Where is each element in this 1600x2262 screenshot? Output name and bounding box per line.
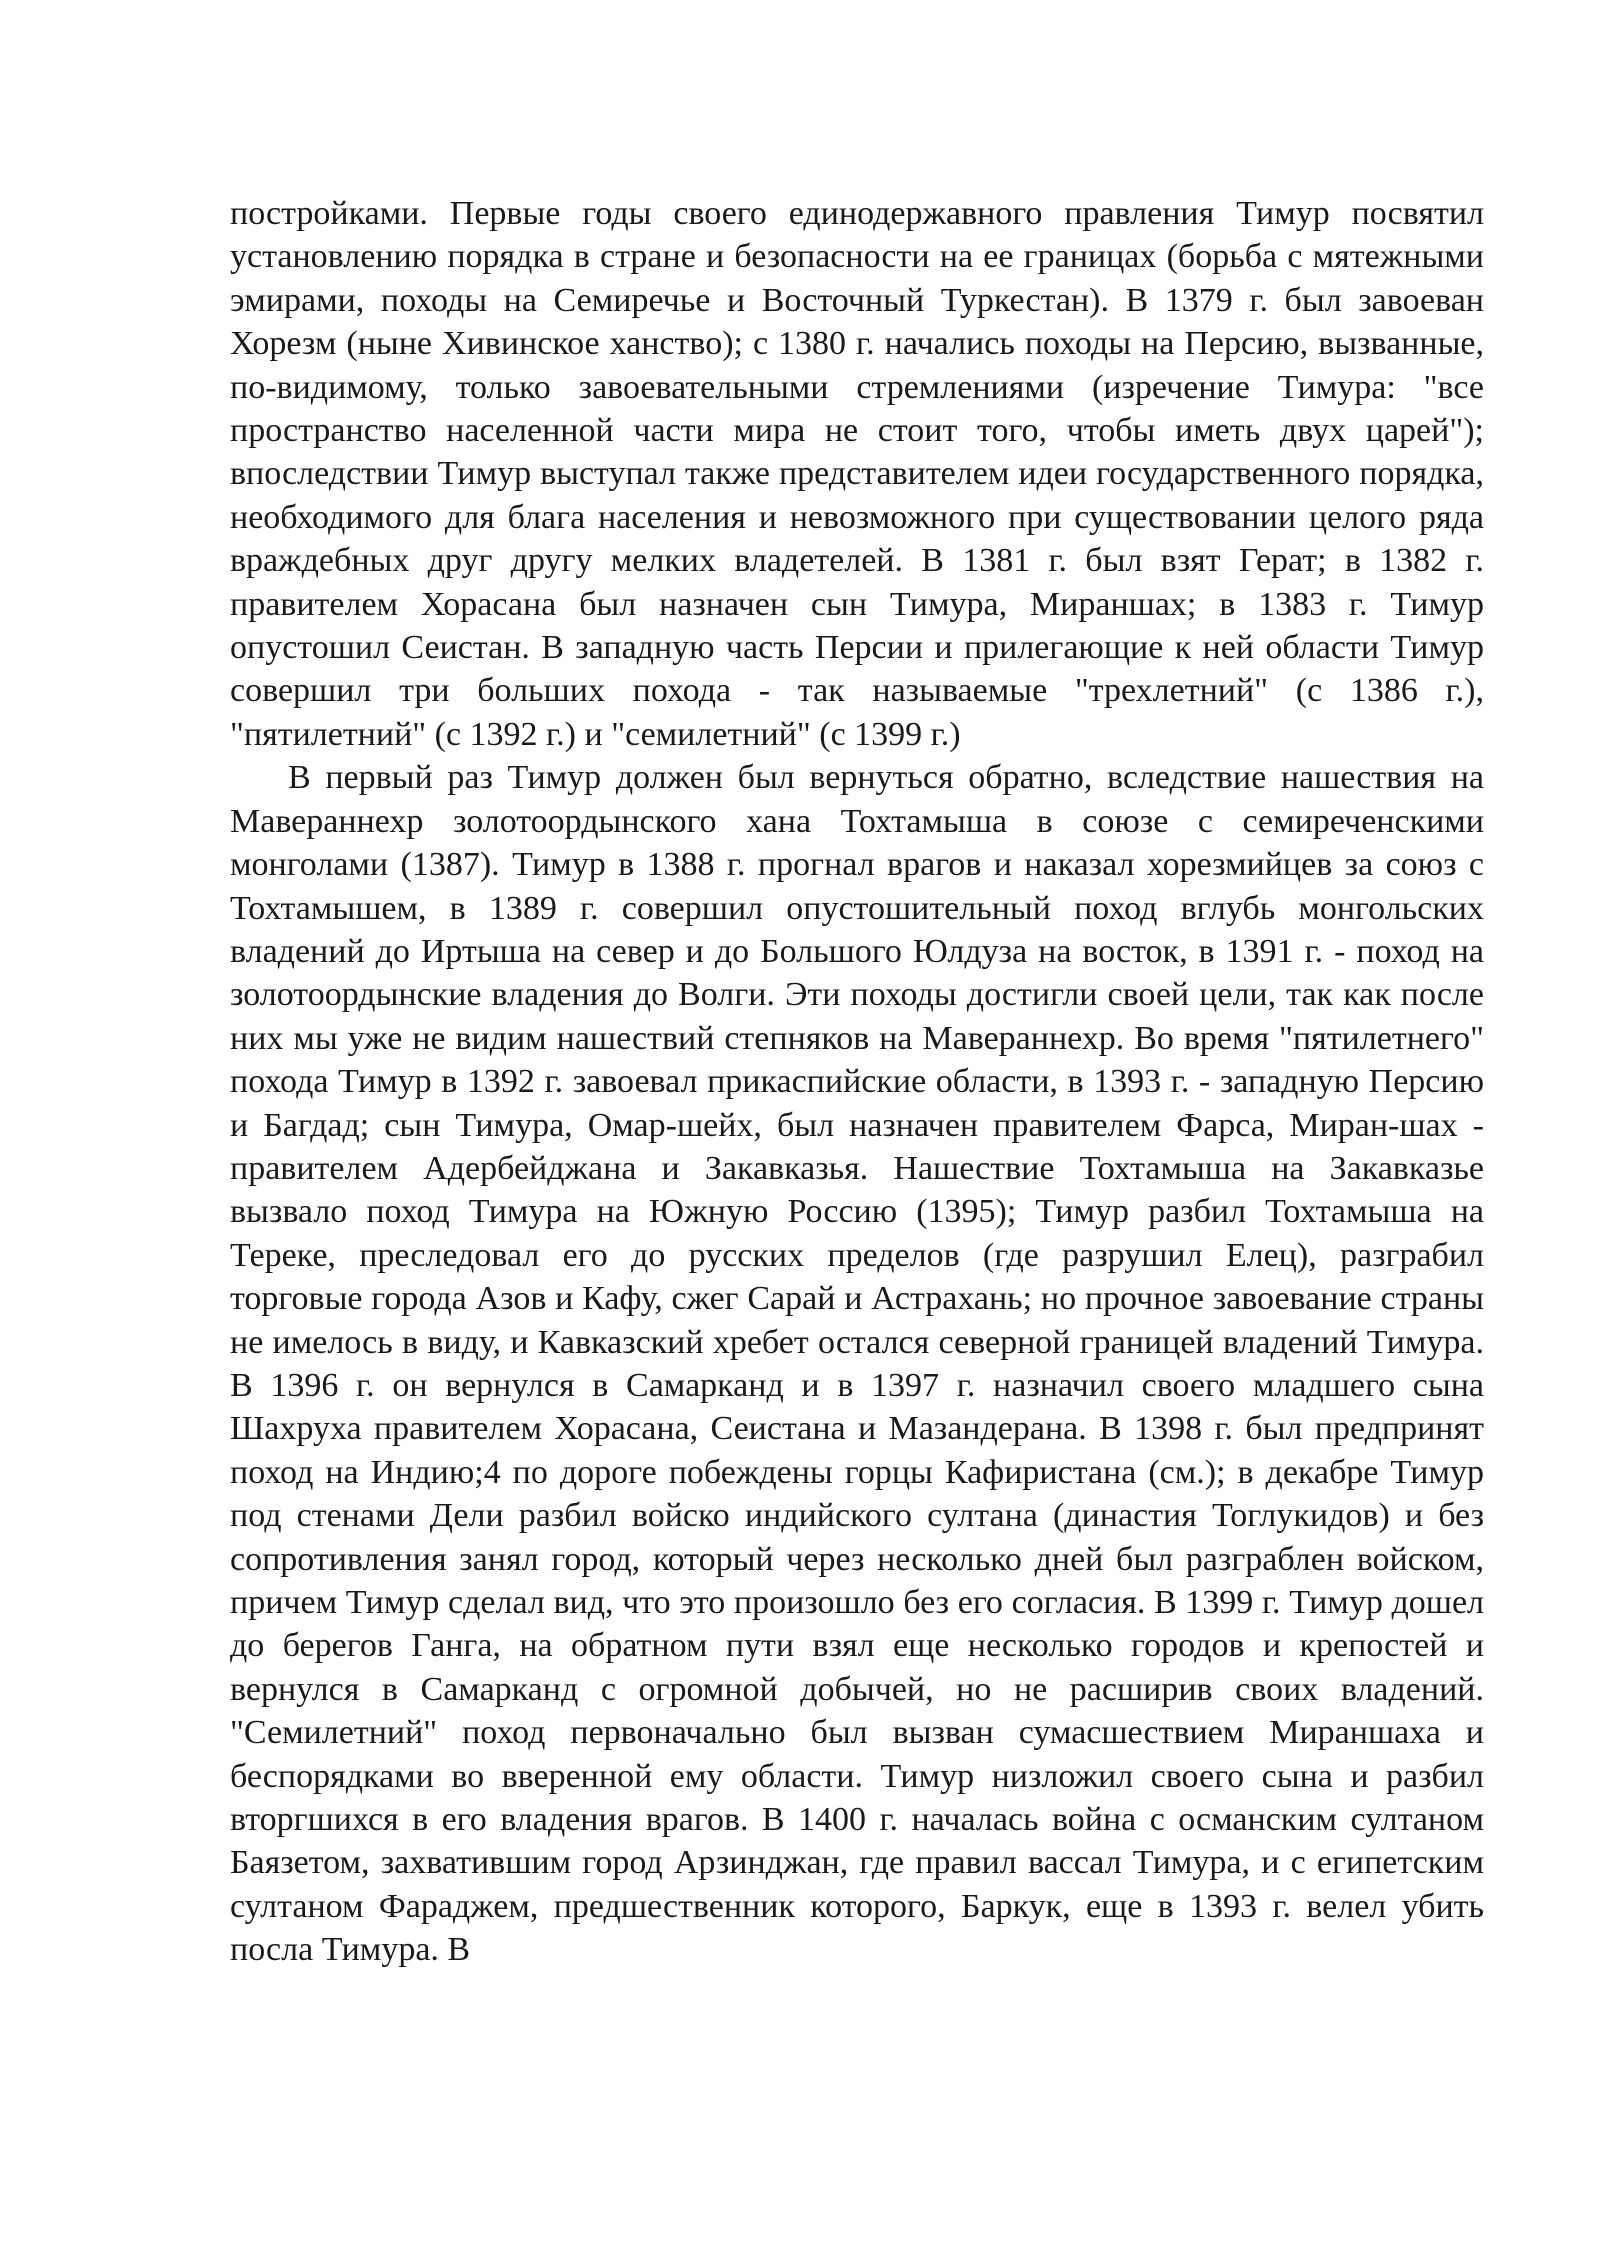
paragraph: В первый раз Тимур должен был вернуться обратно, вследствие нашествия на Мавераннехр золотоордынского хана Тохтамыша в союзе с семиреченскими монголами (1387). Тимур в 1388 г. прогнал врагов и наказал хорезмийцев за союз с Тохтамышем, в 1389 г. совершил опустошительный поход вглубь монгольских владений до Иртыша на север и до Большого Юлдуза на восток, в 1391 г. - поход на золотоордынские владения до Волги. Эти походы достигли своей цели, так как после них мы уже не видим нашествий степняков на Мавераннехр. Во время "пятилетнего" похода Тимур в 1392 г. завоевал прикаспийские области, в 1393 г. - западную Персию и Багдад; сын Тимура, Омар-шейх, был назначен правителем Фарса, Миран-шах - правителем Адербейджана и Закавказья. Нашествие Тохтамыша на Закавказье вызвало поход Тимура на Южную Россию (1395); Тимур разбил Тохтамыша на Тереке, преследовал его до русских пределов (где разрушил Елец), разграбил торговые города Азов и Кафу, сжег Сарай и Астрахань; но прочное завоевание страны не имелось в виду, и Кавказский хребет остался северной границей владений Тимура. В 1396 г. он вернулся в Самарканд и в 1397 г. назначил своего младшего сына Шахруха правителем Хорасана, Сеистана и Мазандерана. В 1398 г. был предпринят поход на Индию;4 по дороге побеждены горцы Кафиристана (см.); в декабре Тимур под стенами Дели разбил войско индийского султана (династия Тоглукидов) и без сопротивления занял город, который через несколько дней был разграблен войском, причем Тимур сделал вид, что это произошло без его согласия. В 1399 г. Тимур дошел до берегов Ганга, на обратном пути взял еще несколько городов и крепостей и вернулся в Самарканд с огромной добычей, но не расширив своих владений. "Семилетний" поход первоначально был вызван сумасшествием Мираншаха и беспорядками во вверенной ему области. Тимур низложил своего сына и разбил вторгшихся в его владения врагов. В 1400 г. началась война с османским султаном Баязетом, захватившим город Арзинджан, где правил вассал Тимура, и с египетским султаном Фараджем, предшественник которого, Баркук, еще в 1393 г. велел убить посла Тимура. В [230, 759, 1484, 1969]
paragraph: постройками. Первые годы своего единодержавного правления Тимур посвятил установлению порядка в стране и безопасности на ее границах (борьба с мятежными эмирами, походы на Семиречье и Восточный Туркестан). В 1379 г. был завоеван Хорезм (ныне Хивинское ханство); с 1380 г. начались походы на Персию, вызванные, по-видимому, только завоевательными стремлениями (изречение Тимура: "все пространство населенной части мира не стоит того, чтобы иметь двух царей"); впоследствии Тимур выступал также представителем идеи государственного порядка, необходимого для блага населения и невозможного при существовании целого ряда враждебных друг другу мелких владетелей. В 1381 г. был взят Герат; в 1382 г. правителем Хорасана был назначен сын Тимура, Мираншах; в 1383 г. Тимур опустошил Сеистан. В западную часть Персии и прилегающие к ней области Тимур совершил три больших похода - так называемые "трехлетний" (с 1386 г.), "пятилетний" (с 1392 г.) и "семилетний" (с 1399 г.) [230, 195, 1484, 753]
body-text [230, 192, 1484, 1972]
